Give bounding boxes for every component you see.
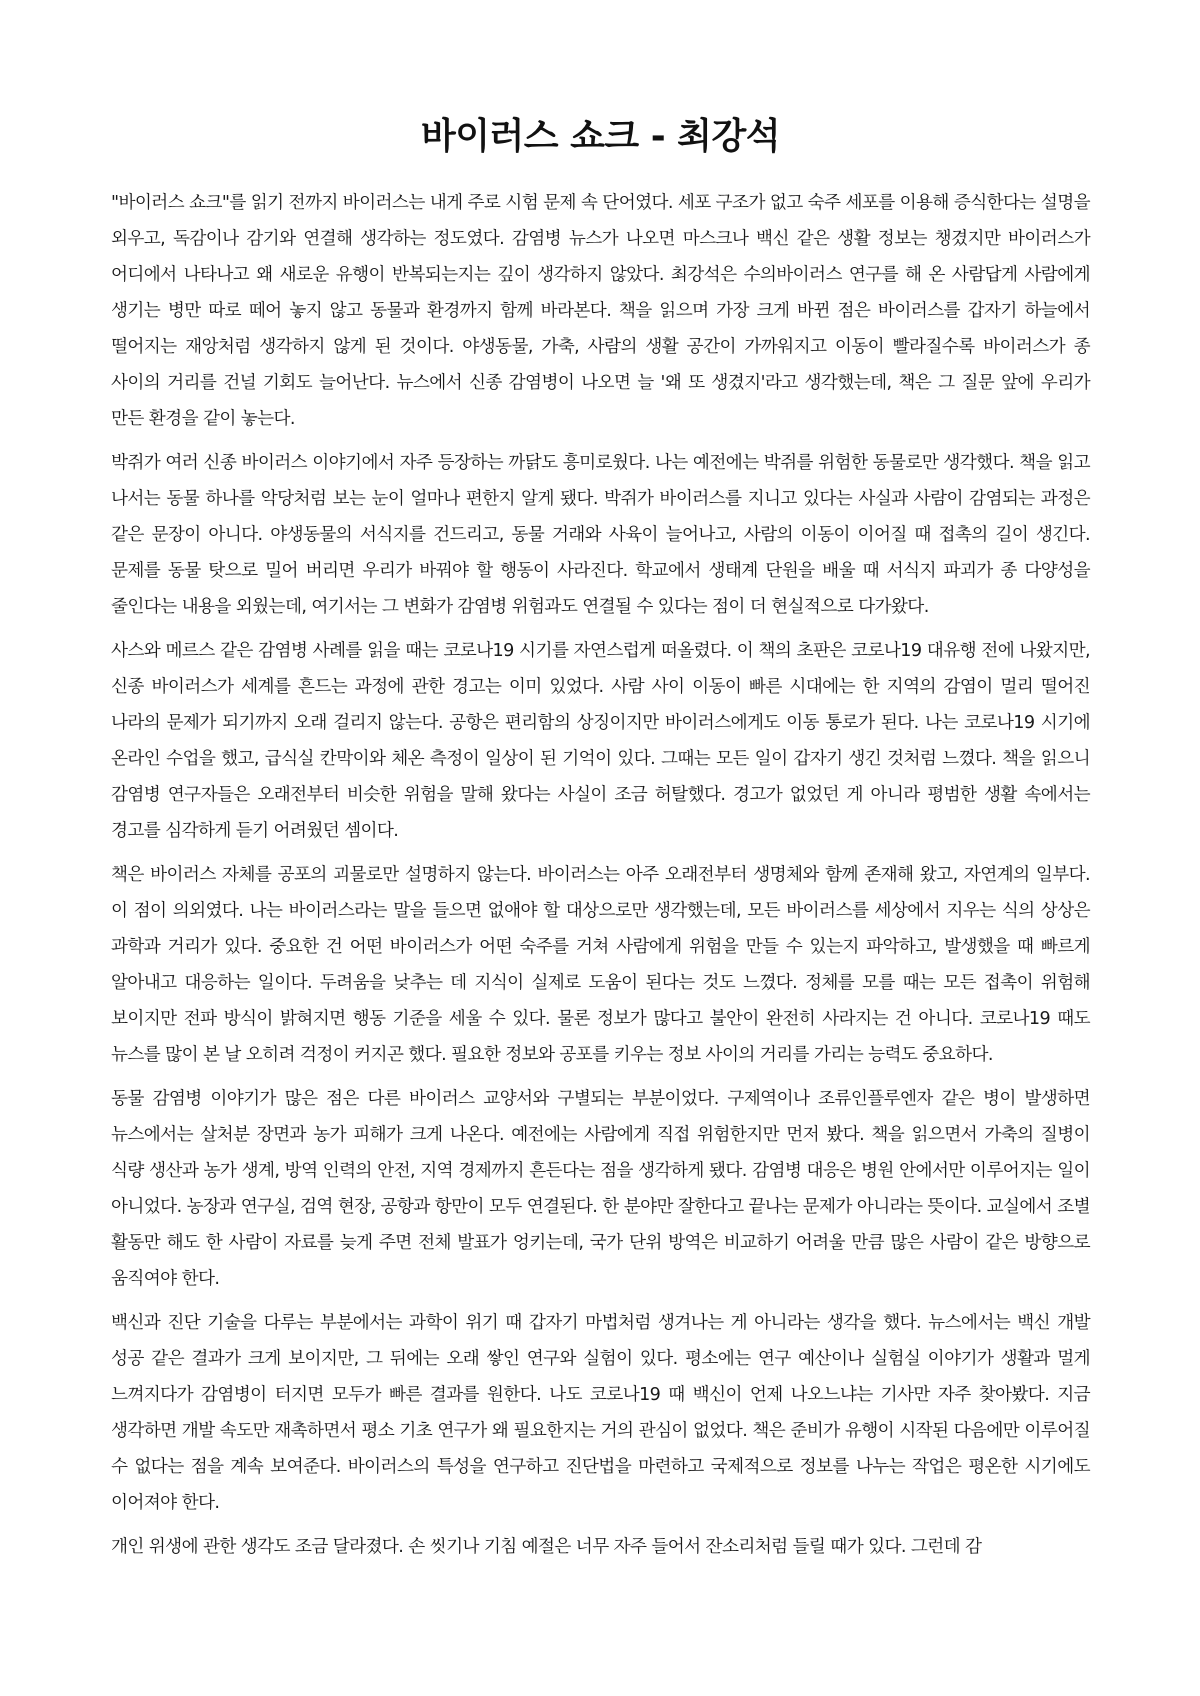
paragraph: 동물 감염병 이야기가 많은 점은 다른 바이러스 교양서와 구별되는 부분이었다. 구제역이나 조류인플루엔자 같은 병이 발생하면 뉴스에서는 살처분 장면과 농가 피해가 크게 나온다. 예전에는 사람에게 직접 위험한지만 먼저 봤다. 책을 읽으면서 가축의 질병이 식량 생산과 농가 생계, 방역 인력의 안전, 지역 경제까지 흔든다는 점을 생각하게 됐다. 감염병 대응은 병원 안에서만 이루어지는 일이 아니었다. 농장과 연구실, 검역 현장, 공항과 항만이 모두 연결된다. 한 분야만 잘한다고 끝나는 문제가 아니라는 뜻이다. 교실에서 조별 활동만 해도 한 사람이 자료를 늦게 주면 전체 발표가 엉키는데, 국가 단위 방역은 비교하기 어려울 만큼 많은 사람이 같은 방향으로 움직여야 한다.: [111, 1089, 1090, 1289]
document-body: [111, 185, 1090, 1565]
paragraph: 개인 위생에 관한 생각도 조금 달라졌다. 손 씻기나 기침 예절은 너무 자주 들어서 잔소리처럼 들릴 때가 있다. 그런데 감: [111, 1537, 982, 1557]
paragraph: 사스와 메르스 같은 감염병 사례를 읽을 때는 코로나19 시기를 자연스럽게 떠올렸다. 이 책의 초판은 코로나19 대유행 전에 나왔지만, 신종 바이러스가 세계를 흔드는 과정에 관한 경고는 이미 있었다. 사람 사이 이동이 빠른 시대에는 한 지역의 감염이 멀리 떨어진 나라의 문제가 되기까지 오래 걸리지 않는다. 공항은 편리함의 상징이지만 바이러스에게도 이동 통로가 된다. 나는 코로나19 시기에 온라인 수업을 했고, 급식실 칸막이와 체온 측정이 일상이 된 기억이 있다. 그때는 모든 일이 갑자기 생긴 것처럼 느꼈다. 책을 읽으니 감염병 연구자들은 오래전부터 비슷한 위험을 말해 왔다는 사실이 조금 허탈했다. 경고가 없었던 게 아니라 평범한 생활 속에서는 경고를 심각하게 듣기 어려웠던 셈이다.: [111, 641, 1090, 841]
paragraph: "바이러스 쇼크"를 읽기 전까지 바이러스는 내게 주로 시험 문제 속 단어였다. 세포 구조가 없고 숙주 세포를 이용해 증식한다는 설명을 외우고, 독감이나 감기와 연결해 생각하는 정도였다. 감염병 뉴스가 나오면 마스크나 백신 같은 생활 정보는 챙겼지만 바이러스가 어디에서 나타나고 왜 새로운 유행이 반복되는지는 깊이 생각하지 않았다. 최강석은 수의바이러스 연구를 해 온 사람답게 사람에게 생기는 병만 따로 떼어 놓지 않고 동물과 환경까지 함께 바라본다. 책을 읽으며 가장 크게 바뀐 점은 바이러스를 갑자기 하늘에서 떨어지는 재앙처럼 생각하지 않게 된 것이다. 야생동물, 가축, 사람의 생활 공간이 가까워지고 이동이 빨라질수록 바이러스가 종 사이의 거리를 건널 기회도 늘어난다. 뉴스에서 신종 감염병이 나오면 늘 '왜 또 생겼지'라고 생각했는데, 책은 그 질문 앞에 우리가 만든 환경을 같이 놓는다.: [111, 193, 1090, 429]
paragraph: 책은 바이러스 자체를 공포의 괴물로만 설명하지 않는다. 바이러스는 아주 오래전부터 생명체와 함께 존재해 왔고, 자연계의 일부다. 이 점이 의외였다. 나는 바이러스라는 말을 들으면 없애야 할 대상으로만 생각했는데, 모든 바이러스를 세상에서 지우는 식의 상상은 과학과 거리가 있다. 중요한 건 어떤 바이러스가 어떤 숙주를 거쳐 사람에게 위험을 만들 수 있는지 파악하고, 발생했을 때 빠르게 알아내고 대응하는 일이다. 두려움을 낮추는 데 지식이 실제로 도움이 된다는 것도 느꼈다. 정체를 모를 때는 모든 접촉이 위험해 보이지만 전파 방식이 밝혀지면 행동 기준을 세울 수 있다. 물론 정보가 많다고 불안이 완전히 사라지는 건 아니다. 코로나19 때도 뉴스를 많이 본 날 오히려 걱정이 커지곤 했다. 필요한 정보와 공포를 키우는 정보 사이의 거리를 가리는 능력도 중요하다.: [111, 865, 1090, 1065]
paragraph: 백신과 진단 기술을 다루는 부분에서는 과학이 위기 때 갑자기 마법처럼 생겨나는 게 아니라는 생각을 했다. 뉴스에서는 백신 개발 성공 같은 결과가 크게 보이지만, 그 뒤에는 오래 쌓인 연구와 실험이 있다. 평소에는 연구 예산이나 실험실 이야기가 생활과 멀게 느껴지다가 감염병이 터지면 모두가 빠른 결과를 원한다. 나도 코로나19 때 백신이 언제 나오느냐는 기사만 자주 찾아봤다. 지금 생각하면 개발 속도만 재촉하면서 평소 기초 연구가 왜 필요한지는 거의 관심이 없었다. 책은 준비가 유행이 시작된 다음에만 이루어질 수 없다는 점을 계속 보여준다. 바이러스의 특성을 연구하고 진단법을 마련하고 국제적으로 정보를 나누는 작업은 평온한 시기에도 이어져야 한다.: [111, 1313, 1090, 1513]
paragraph: 박쥐가 여러 신종 바이러스 이야기에서 자주 등장하는 까닭도 흥미로웠다. 나는 예전에는 박쥐를 위험한 동물로만 생각했다. 책을 읽고 나서는 동물 하나를 악당처럼 보는 눈이 얼마나 편한지 알게 됐다. 박쥐가 바이러스를 지니고 있다는 사실과 사람이 감염되는 과정은 같은 문장이 아니다. 야생동물의 서식지를 건드리고, 동물 거래와 사육이 늘어나고, 사람의 이동이 이어질 때 접촉의 길이 생긴다. 문제를 동물 탓으로 밀어 버리면 우리가 바꿔야 할 행동이 사라진다. 학교에서 생태계 단원을 배울 때 서식지 파괴가 종 다양성을 줄인다는 내용을 외웠는데, 여기서는 그 변화가 감염병 위험과도 연결될 수 있다는 점이 더 현실적으로 다가왔다.: [111, 453, 1090, 617]
document-title: 바이러스 쇼크 - 최강석: [420, 116, 781, 157]
